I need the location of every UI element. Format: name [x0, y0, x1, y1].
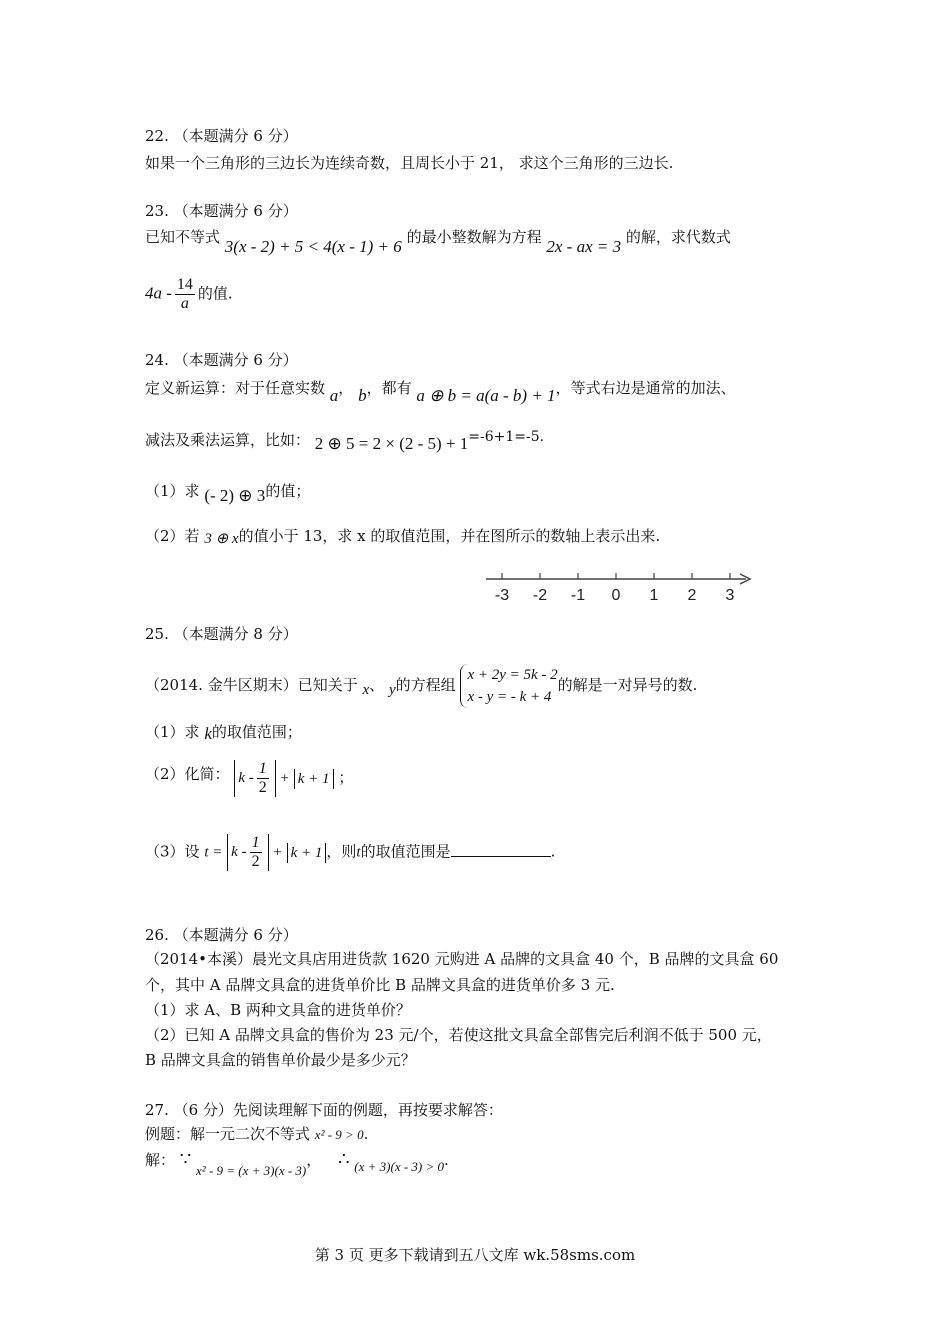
q25-abs1 — [234, 760, 275, 797]
q23-frac-den: a — [180, 295, 189, 312]
q24-line1 — [145, 378, 736, 405]
number-line-tick-label: -1 — [570, 587, 586, 604]
page-footer: 第 3 页 更多下载请到五八文库 wk.58sms.com — [314, 1246, 636, 1264]
answer-blank — [451, 842, 551, 857]
q23-text4: 的值. — [197, 284, 233, 303]
number-line-tick-label: 2 — [687, 587, 697, 604]
q27-sol-comma: ， — [306, 1151, 322, 1169]
q25-p3-abs1-lead: k - — [231, 843, 247, 860]
q26-line4: （2）已知 A 品牌文具盒的售价为 23 元/个，若使这批文具盒全部售完后利润不低于 500 元， — [145, 1026, 772, 1044]
q25-p1-lead: （1）求 — [145, 723, 200, 741]
q25-system — [460, 664, 557, 708]
q27-heading: 27. （6 分）先阅读理解下面的例题，再按要求解答： — [145, 1101, 503, 1119]
q25-system-eq1: x + 2y = 5k - 2 — [467, 667, 558, 683]
q27-ex-tail: . — [363, 1125, 369, 1143]
number-line-ticks — [495, 573, 735, 604]
q24-example: 2 ⊕ 5 = 2 × (2 - 5) + 1 — [314, 434, 469, 453]
q25-part2 — [145, 760, 353, 797]
q25-p3-t2: t — [356, 844, 361, 861]
q25-dot: 、 — [369, 676, 385, 694]
q25-line1 — [145, 664, 697, 708]
q22-body: 如果一个三角形的三边长为连续奇数，且周长小于 21， 求这个三角形的三边长. — [145, 154, 674, 172]
q22-heading: 22. （本题满分 6 分） — [145, 127, 298, 145]
q24-heading: 24. （本题满分 6 分） — [145, 351, 298, 369]
q23-text2: 的最小整数解为方程 — [406, 228, 542, 246]
q24-p2-tail: 的值小于 13，求 x 的取值范围，并在图所示的数轴上表示出来. — [238, 527, 661, 545]
q27-example — [145, 1124, 368, 1145]
q25-system-eq2: x - y = - k + 4 — [467, 689, 552, 705]
q25-p1-k: k — [204, 724, 212, 743]
number-line-tick-label: -2 — [532, 587, 548, 604]
q25-p3-t: t = — [204, 844, 223, 861]
number-line-tick-label: 1 — [649, 587, 659, 604]
q25-p3-abs1 — [227, 834, 268, 871]
q27-ex-lead: 例题：解一元二次不等式 — [145, 1125, 311, 1143]
q24-p1-expr: (- 2) ⊕ 3 — [204, 486, 266, 505]
q25-half-den: 2 — [258, 779, 267, 796]
q25-text3: 的解是一对异号的数. — [557, 676, 698, 694]
q24-p2-expr: 3 ⊕ x — [204, 531, 239, 547]
q27-sol-expr2: (x + 3)(x - 3) > 0 — [354, 1159, 445, 1174]
q24-part2 — [145, 526, 660, 547]
q25-p3-half-den: 2 — [251, 853, 260, 870]
q26-line3: （1）求 A、B 两种文具盒的进货单价？ — [145, 1001, 411, 1019]
q25-part1 — [145, 722, 302, 742]
q25-p1-tail: 的取值范围； — [211, 723, 302, 741]
q25-p3-mid: ，则 — [326, 842, 357, 861]
q25-text2: 的方程组 — [395, 676, 456, 694]
q24-var-a: a — [329, 386, 339, 405]
q27-solution — [145, 1149, 449, 1178]
q23-equation: 2x - ax = 3 — [546, 237, 622, 256]
number-line-tick-label: -3 — [494, 587, 510, 604]
q27-sol-expr1: x² - 9 = (x + 3)(x - 3) — [196, 1163, 307, 1178]
q24-var-b: b — [358, 386, 367, 405]
q25-half-num: 1 — [258, 760, 267, 777]
q23-inequality: 3(x - 2) + 5 < 4(x - 1) + 6 — [224, 237, 402, 256]
q25-p3-tail: 的取值范围是 — [360, 842, 451, 861]
q24-p1-tail: 的值； — [265, 482, 311, 500]
q25-p3-end: . — [550, 842, 556, 861]
q24-comma: ， — [338, 379, 354, 397]
q24-p2-lead: （2）若 — [145, 527, 200, 545]
q24-line2 — [145, 430, 544, 451]
number-line-tick-label: 0 — [611, 587, 621, 604]
q24-text2: ，都有 — [366, 379, 412, 397]
q23-text3: 的解，求代数式 — [625, 228, 731, 246]
q24-p1-lead: （1）求 — [145, 482, 200, 500]
q24-text3: ，等式右边是通常的加法、 — [555, 379, 736, 397]
because-icon: ∵ — [179, 1149, 192, 1170]
q25-abs2: k + 1 — [294, 769, 334, 789]
q25-var-x: x — [362, 682, 370, 698]
q25-p3-half — [250, 834, 262, 871]
q23-fraction — [175, 276, 195, 313]
q25-heading: 25. （本题满分 8 分） — [145, 625, 298, 643]
q26-line2: 个，其中 A 品牌文具盒的进货单价比 B 品牌文具盒的进货单价多 3 元. — [145, 976, 615, 994]
q23-frac-num: 14 — [176, 276, 193, 293]
q25-p3-abs2: k + 1 — [287, 843, 327, 863]
q25-p2-lead: （2）化简： — [145, 765, 230, 783]
q24-example-tail: =-6+1=-5. — [468, 429, 545, 445]
therefore-icon: ∴ — [338, 1149, 350, 1170]
q23-expr-lead: 4a - — [145, 283, 172, 303]
q27-sol-end: . — [444, 1151, 449, 1169]
q25-abs1-lead: k - — [238, 769, 254, 786]
q25-p2-tail: ； — [338, 768, 354, 787]
q26-line1: （2014•本溪）晨光文具店用进货款 1620 元购进 A 品牌的文具盒 40 个，B 品牌的文具盒 60 — [145, 950, 779, 968]
q27-sol-lead: 解： — [145, 1151, 176, 1169]
q23-line2 — [145, 276, 233, 313]
q25-p3-lead: （3）设 — [145, 842, 200, 861]
q25-p3-half-num: 1 — [251, 834, 260, 851]
q25-plus: + — [280, 770, 289, 787]
q25-text1: （2014. 金牛区期末）已知关于 — [145, 676, 358, 694]
q25-half — [257, 760, 269, 797]
q27-ex-expr: x² - 9 > 0 — [314, 1127, 364, 1142]
q25-part3 — [145, 834, 555, 871]
q25-var-y: y — [388, 682, 396, 698]
number-line-tick-label: 3 — [725, 587, 735, 604]
q26-heading: 26. （本题满分 6 分） — [145, 926, 298, 944]
q26-line5: B 品牌文具盒的销售单价最少是多少元？ — [145, 1051, 416, 1069]
q24-definition: a ⊕ b = a(a - b) + 1 — [416, 386, 556, 405]
q24-text1: 定义新运算：对于任意实数 — [145, 379, 326, 397]
q24-text4: 减法及乘法运算，比如： — [145, 431, 311, 449]
q23-line1 — [145, 227, 731, 256]
q23-heading: 23. （本题满分 6 分） — [145, 202, 298, 220]
q23-text1: 已知不等式 — [145, 228, 221, 246]
number-line — [484, 566, 756, 608]
q25-p3-plus: + — [273, 844, 282, 861]
q24-part1 — [145, 481, 311, 505]
